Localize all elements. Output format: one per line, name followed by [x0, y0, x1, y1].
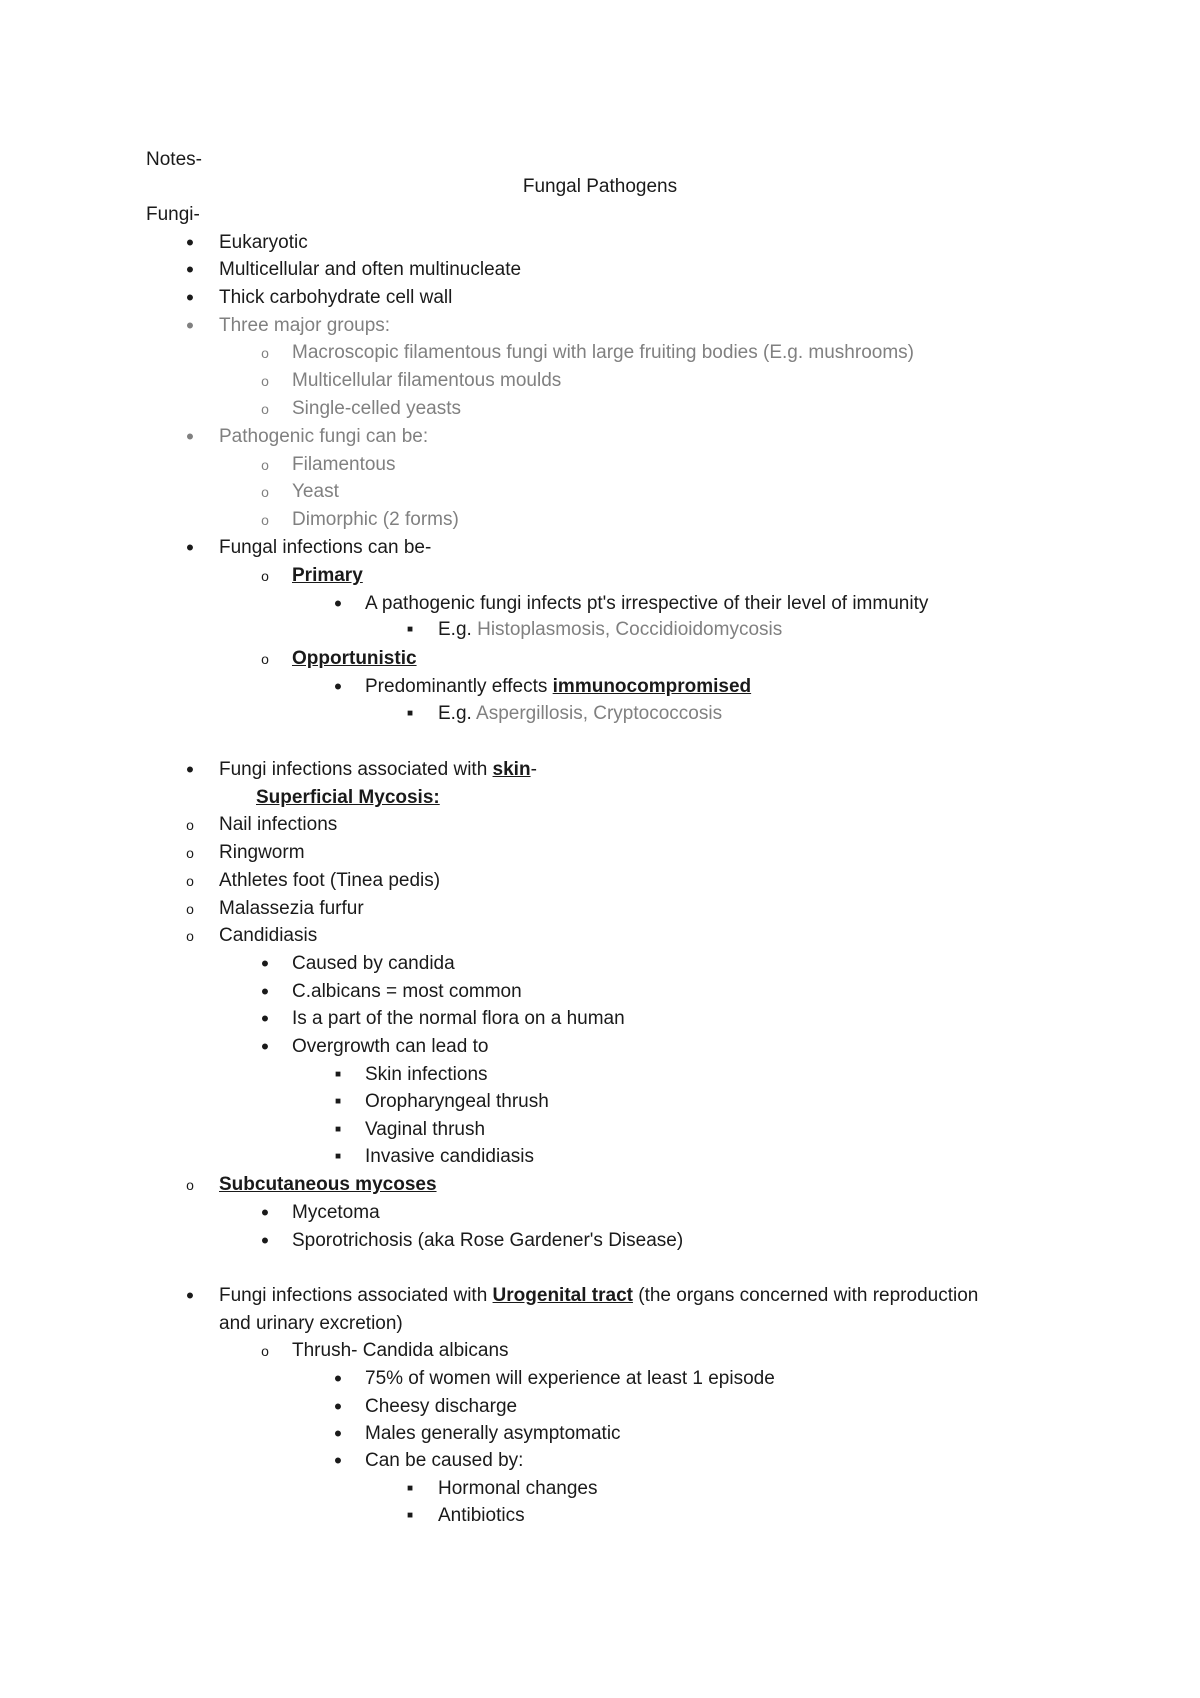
- bullet-disc-icon: •: [261, 1034, 269, 1059]
- bullet-disc-icon: •: [186, 285, 194, 310]
- bullet-disc-icon: •: [334, 1366, 342, 1391]
- bullet-circle-icon: o: [261, 484, 269, 500]
- bullet-disc-icon: •: [186, 313, 194, 338]
- bullet-disc-icon: •: [186, 757, 194, 782]
- bullet-disc-icon: •: [186, 257, 194, 282]
- bullet-circle-icon: o: [261, 1343, 269, 1359]
- bullet-circle-icon: o: [261, 651, 269, 667]
- bullet-disc-icon: •: [186, 1283, 194, 1308]
- bullet-disc-icon: •: [186, 424, 194, 449]
- bullet-circle-icon: o: [261, 345, 269, 361]
- bullet-square-icon: ■: [334, 1069, 342, 1080]
- bullet-disc-icon: •: [261, 951, 269, 976]
- bullet-circle-icon: o: [261, 512, 269, 528]
- bullet-disc-icon: •: [334, 1394, 342, 1419]
- bullet-circle-icon: o: [186, 845, 194, 861]
- bullet-disc-icon: •: [261, 979, 269, 1004]
- bullet-disc-icon: •: [334, 591, 342, 616]
- bullet-disc-icon: •: [186, 535, 194, 560]
- bullet-circle-icon: o: [186, 873, 194, 889]
- bullet-circle-icon: o: [261, 373, 269, 389]
- bullet-circle-icon: o: [186, 817, 194, 833]
- bullet-disc-icon: •: [186, 230, 194, 255]
- bullet-square-icon: ■: [406, 624, 414, 635]
- bullet-disc-icon: •: [334, 674, 342, 699]
- bullet-disc-icon: •: [261, 1200, 269, 1225]
- bullet-disc-icon: •: [334, 1448, 342, 1473]
- bullet-circle-icon: o: [261, 401, 269, 417]
- bullet-circle-icon: o: [261, 457, 269, 473]
- bullet-square-icon: ■: [334, 1151, 342, 1162]
- bullet-square-icon: ■: [406, 1510, 414, 1521]
- bullet-square-icon: ■: [334, 1124, 342, 1135]
- document-page: Notes- Fungal Pathogens Fungi- • Eukaryotic • Multicellular and often multinucleate • Thick carbohydrate cell wall • Three major groups: o Macroscopic filamentous fungi with large fruiting bodies (E.g. mushrooms) o Multicellular filamentous moulds o Single-celled yeasts • Pathogenic fungi can be: o Filamentous o Yeast o Dimorphic (2 forms) • Fungal infections can be- o Primary • A pathogenic fungi infects pt's irrespective of their level of immunity ■ E.g. Histoplasmosis, Coccidioidomycosis o Opportunistic • Predominantly effects immunocompromised ■ E.g. Aspergillosis, Cryptococcosis • Fungi infections associated with skin- Superficial Mycosis: o Nail infections o Ringworm o Athletes foot (Tinea pedis) o Malassezia furfur o Candidiasis • Caused by candida • C.albicans = most common • Is a part of the normal flora on a human • Overgrowth can lead to ■ Skin infections ■ Oropharyngeal thrush ■ Vaginal thrush ■ Invasive candidiasis o Subcutaneous mycoses • Mycetoma • Sporotrichosis (aka Rose Gardener's Disease) • Fungi infections associated with Urogenital tract (the organs concerned with reproduction and urinary excretion) o Thrush- Candida albicans • 75% of women will experience at least 1 episode • Cheesy discharge • Males generally asymptomatic • Can be caused by: ■ Hormonal changes ■ Antibiotics: [0, 0, 1200, 1698]
- document-title: Fungal Pathogens: [522, 176, 678, 197]
- bullet-circle-icon: o: [186, 1177, 194, 1193]
- bullet-circle-icon: o: [186, 928, 194, 944]
- bullet-disc-icon: •: [261, 1228, 269, 1253]
- bullet-circle-icon: o: [261, 568, 269, 584]
- bullet-square-icon: ■: [406, 1483, 414, 1494]
- bullet-square-icon: ■: [406, 708, 414, 719]
- bullet-disc-icon: •: [334, 1421, 342, 1446]
- bullet-square-icon: ■: [334, 1096, 342, 1107]
- bullet-disc-icon: •: [261, 1006, 269, 1031]
- bullet-circle-icon: o: [186, 901, 194, 917]
